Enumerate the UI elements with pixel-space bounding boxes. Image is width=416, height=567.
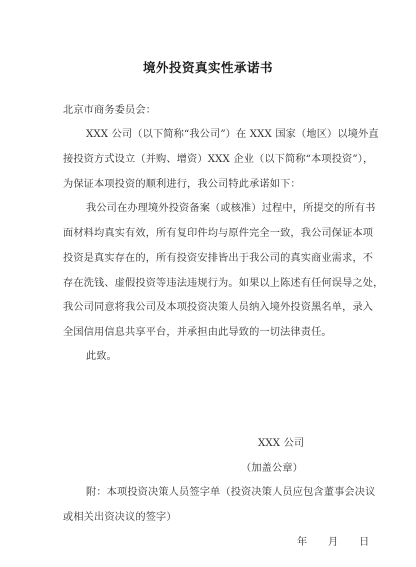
date-line: 年 月 日 (297, 537, 370, 548)
paragraph-line: 为保证本项投资的顺利进行，我公司特此承诺如下： (63, 179, 301, 190)
closing: 此致。 (86, 351, 118, 362)
paragraph-line: 面材料均真实有效，所有复印件均与原件完全一致，我公司保证本项 (63, 228, 374, 239)
paragraph-line: 我公司在办理境外投资备案（或核准）过程中，所提交的所有书 (86, 203, 376, 214)
document-title: 境外投资真实性承诺书 (142, 60, 273, 75)
addressee: 北京市商务委员会： (63, 105, 157, 116)
paragraph-line: 接投资方式设立（并购、增资）XXX 企业（以下简称“本项投资”）， (63, 154, 374, 165)
attachment-line: 或相关出资决议的签字） (63, 512, 177, 523)
paragraph-line: 存在洗钱、虚假投资等违法违规行为。如果以上陈述有任何误导之处， (63, 278, 384, 289)
paragraph-line: 全国信用信息共享平台，并承担由此导致的一切法律责任。 (63, 327, 332, 338)
paragraph-line: XXX 公司（以下简称“我公司”）在 XXX 国家（地区）以境外直 (86, 129, 379, 140)
attachment-line: 附：本项投资决策人员签字单（投资决策人员应包含董事会决议 (86, 487, 376, 498)
signature-seal: （加盖公章） (241, 463, 304, 474)
paragraph-line: 投资是真实存在的，所有投资安排皆出于我公司的真实商业需求，不 (63, 253, 374, 264)
signature-company: XXX 公司 (258, 438, 305, 449)
paragraph-line: 我公司同意将我公司及本项投资决策人员纳入境外投资黑名单，录入 (63, 302, 374, 313)
